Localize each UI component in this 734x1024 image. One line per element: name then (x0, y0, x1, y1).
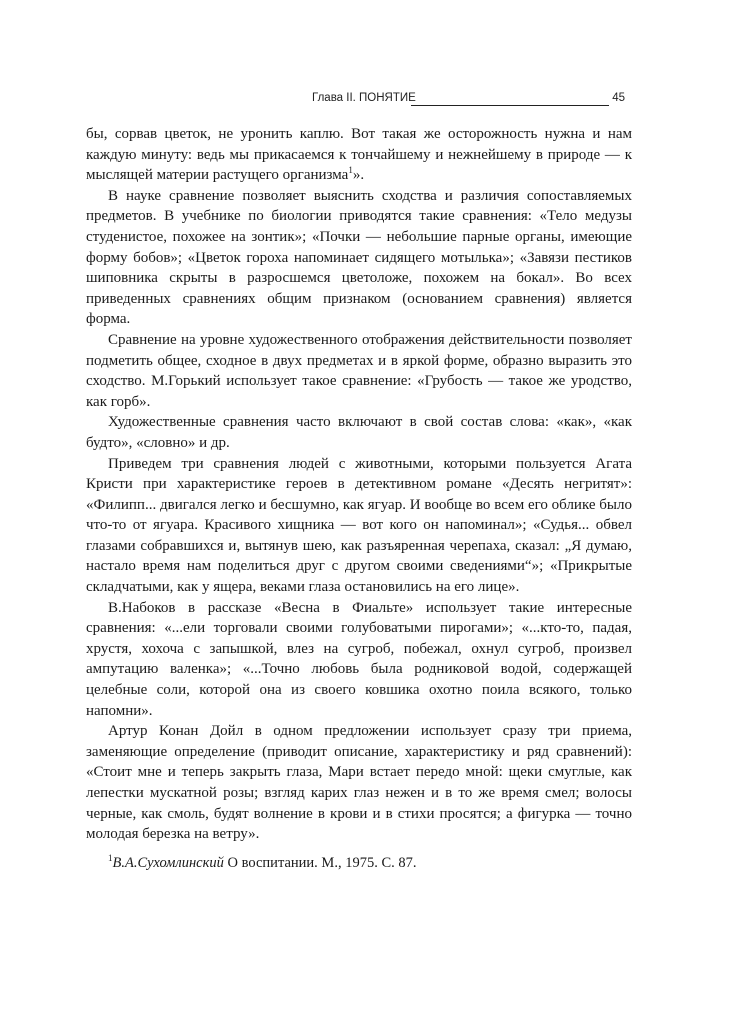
paragraph: Художественные сравнения часто включают в свой состав слова: «как», «как будто», «словно» и др. (86, 414, 632, 451)
paragraph: Артур Конан Дойл в одном предложении использует сразу три приема, заменяющие определение (приводит описание, характеристику и ряд сравнений): «Стоит мне и теперь закрыть глаза, Мари встает передо мной: щеки смуглые, как лепестки мускатной розы; взгляд карих глаз нежен и в то же время смел; волосы черные, как смоль, будят волнение в крови и в стихи просятся; а фигурка — точно молодая березка на ветру». (86, 723, 632, 843)
footnote-author: В.А.Сухомлинский (112, 854, 224, 871)
footnote: $^1$В.А.Сухомлинский О воспитании. М., 1975. С. 87. (108, 852, 417, 871)
paragraph-continuation: бы, сорвав цветок, не уронить каплю. Вот такая же осторожность нужна и нам каждую минуту: ведь мы прикасаемся к тончайшему и нежнейшему в природе — к мыслящей материи растущего организма$^1$». (86, 126, 632, 184)
page-body (86, 124, 632, 873)
footnote-marker: 1 (348, 165, 353, 176)
footnote-source: О воспитании. М., 1975. С. 87. (223, 854, 417, 871)
page-number: 45 (612, 92, 625, 104)
paragraph: В.Набоков в рассказе «Весна в Фиальте» использует такие интересные сравнения: «...ели торговали своими голубоватыми пирогами»; «...кто-то, падая, хрустя, хохоча с запышкой, влез на сугроб, побежал, охнул сугроб, произвел ампутацию валенка»; «...Точно любовь была родниковой водой, содержащей целебные соли, которой она из своего ковшика охотно поила всякого, только напомни». (86, 599, 632, 719)
paragraph: Сравнение на уровне художественного отображения действительности позволяет подметить общее, сходное в двух предметах и в яркой форме, образно выразить это сходство. М.Горький использует такое сравнение: «Грубость — такое же уродство, как горб». (86, 331, 632, 410)
paragraph: В науке сравнение позволяет выяснить сходства и различия сопоставляемых предметов. В учебнике по биологии приводятся такие сравнения: «Тело медузы студенистое, похожее на зонтик»; «Почки — небольшие парные органы, имеющие форму бобов»; «Цветок гороха напоминает сидящего мотылька»; «Завязи пестиков шиповника скрыты в разросшемся цветоложе, похожем на бокал». Во всех приведенных сравнениях общим признаком (основанием сравнения) является форма. (86, 187, 632, 328)
paragraph: Приведем три сравнения людей с животными, которыми пользуется Агата Кристи при характеристике героев в детективном романе «Десять негритят»: «Филипп... двигался легко и бесшумно, как ягуар. И вообще во всем его облике было что-то от ягуара. Красивого хищника — вот кого он напоминал»; «Судья... обвел глазами собравшихся и, вытянув шею, как разъяренная черепаха, сказал: „Я думаю, настало время нам поделиться друг с другом своими сведениями“»; «Прикрытые складчатыми, как у ящера, веками глаза остановились на его лице». (86, 455, 632, 596)
header-rule (411, 105, 609, 106)
chapter-title: Глава II. ПОНЯТИЕ (312, 92, 416, 104)
running-header (312, 92, 625, 108)
